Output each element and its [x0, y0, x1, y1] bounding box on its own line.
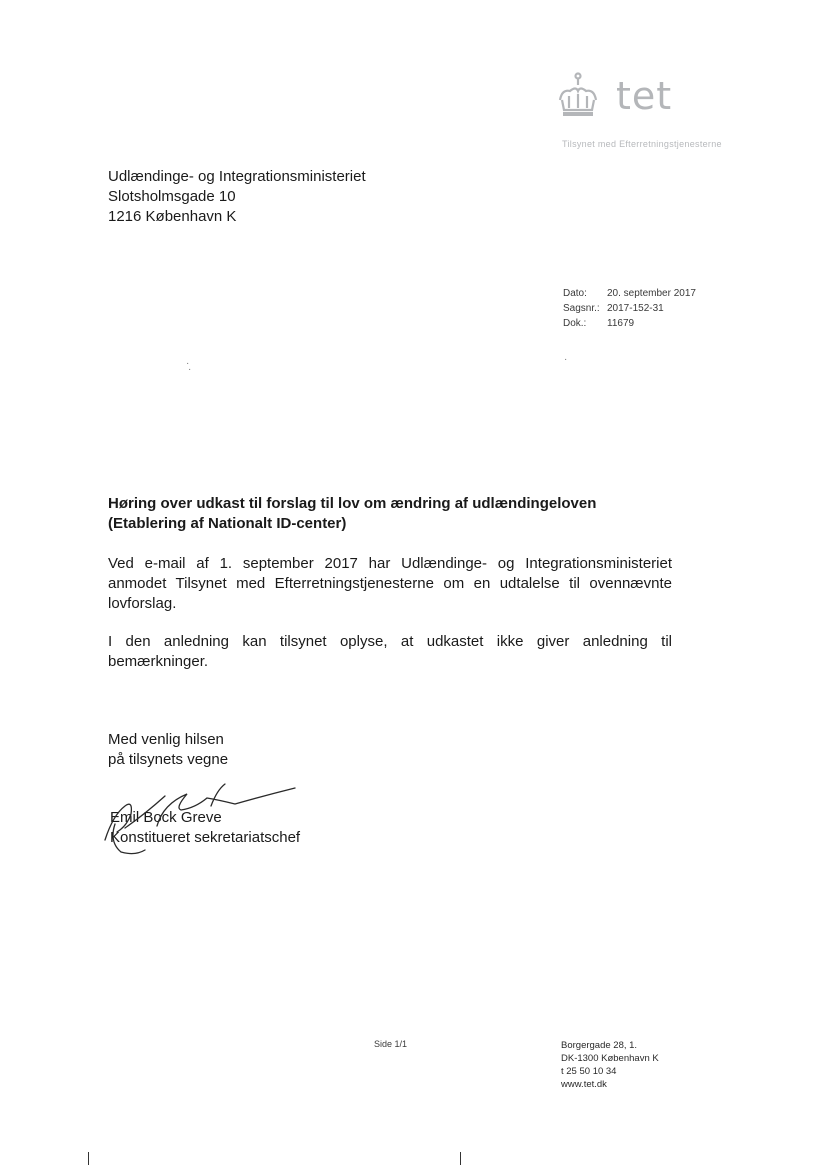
case-row	[563, 301, 696, 316]
doc-row	[563, 316, 696, 331]
sender-address	[561, 1039, 659, 1091]
doc-label: Dok.:	[563, 318, 587, 329]
date-label: Dato:	[563, 288, 587, 299]
logo-tagline: Tilsynet med Efterretningstjenesterne	[562, 139, 722, 149]
letter-subject: Høring over udkast til forslag til lov om ændring af udlændingeloven (Etablering af Nationalt ID-center)	[108, 495, 597, 532]
recipient-name: Udlændinge- og Integrationsministeriet	[108, 168, 366, 185]
signer-name: Emil Bock Greve	[110, 809, 222, 826]
body-paragraph-2: I den anledning kan tilsynet oplyse, at udkastet ikke giver anledning til bemærkninger.	[108, 633, 672, 670]
signer-title: Konstitueret sekretariatschef	[110, 829, 301, 846]
letterhead-logo	[556, 72, 756, 152]
crown-icon	[556, 72, 614, 128]
letter-metadata	[563, 286, 696, 331]
logo-wordmark: tet	[616, 74, 673, 118]
case-value: 2017-152-31	[607, 303, 664, 314]
doc-value: 11679	[607, 318, 635, 329]
address-street: Borgergade 28, 1.	[561, 1040, 638, 1051]
recipient-city: 1216 København K	[108, 208, 237, 225]
date-value: 20. september 2017	[607, 288, 696, 299]
closing-on-behalf: på tilsynets vegne	[108, 751, 229, 768]
address-web: www.tet.dk	[561, 1079, 607, 1090]
page-number: Side 1/1	[374, 1039, 408, 1049]
address-city: DK-1300 København K	[561, 1053, 659, 1064]
margin-mark	[88, 1152, 89, 1165]
handwritten-signature	[95, 770, 315, 860]
recipient-address	[108, 167, 366, 227]
closing-greeting: Med venlig hilsen	[108, 731, 224, 748]
scan-speck: ·	[186, 358, 190, 369]
body-paragraph-1: Ved e-mail af 1. september 2017 har Udlændinge- og Integrationsministeriet anmodet Tilsynet med Efterretningstjenesterne om en udtalelse til ovennævnte lovforslag.	[108, 555, 672, 612]
case-label: Sagsnr.:	[563, 303, 600, 314]
address-phone: t 25 50 10 34	[561, 1066, 617, 1077]
closing-block	[108, 730, 228, 770]
margin-mark	[460, 1152, 461, 1165]
scan-speck: ·	[188, 364, 192, 375]
date-row	[563, 286, 696, 301]
scan-speck: ·	[564, 354, 568, 365]
recipient-street: Slotsholmsgade 10	[108, 188, 236, 205]
